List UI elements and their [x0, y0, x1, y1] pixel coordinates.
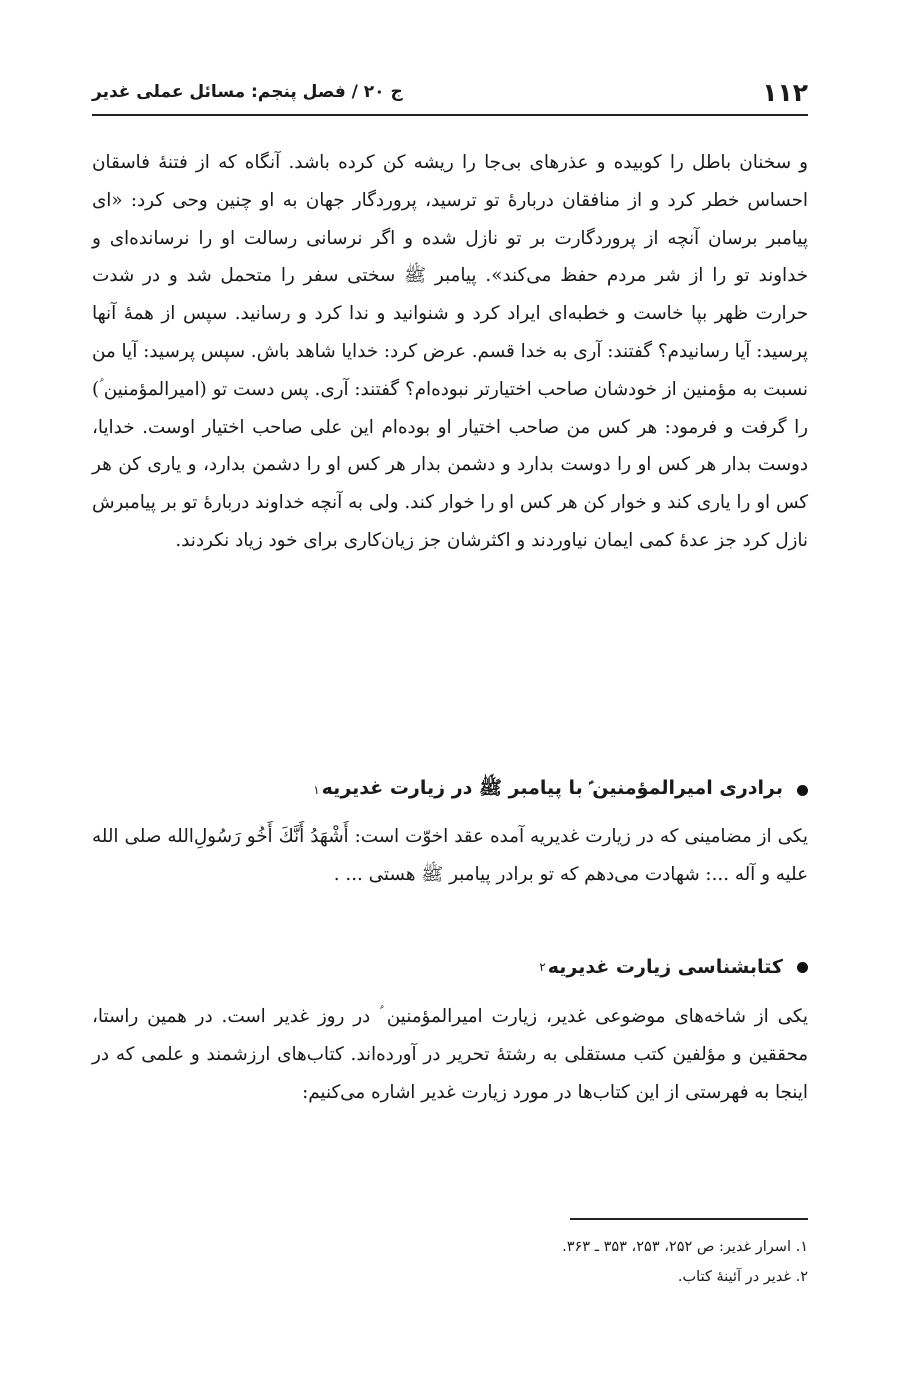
heading-text: کتابشناسی زیارت غدیریه	[547, 956, 783, 978]
footnote-marker: ۲	[539, 960, 546, 974]
bullet-icon	[797, 785, 808, 796]
footnote-1: ۱. اسرار غدیر: ص ۲۵۲، ۲۵۳، ۳۵۳ ـ ۳۶۳.	[562, 1239, 808, 1255]
body-paragraph-1: و سخنان باطل را کوبیده و عذرهای بی‌جا را ریشه کن کرده باشد. آنگاه که از فتنهٔ فاسقان احساس خطر کرد و از منافقان دربارهٔ تو ترسید، پروردگار جهان به او چنین وحی کرد: «ای پیامبر برسان آنچه از پروردگارت بر تو نازل شده و اگر نرسانی رسالت او را نرسانده‌ای و خداوند تو را از شر مردم حفظ می‌کند». پیامبر ﷺ سختی سفر را متحمل شد و در شدت حرارت ظهر بپا خاست و خطبه‌ای ایراد کرد و شنوانید و ندا کرد و رسانید. سپس از همهٔ آنها پرسید: آیا رسانیدم؟ گفتند: آری به خدا قسم. عرض کرد: خدایا شاهد باش. سپس پرسید: آیا من نسبت به مؤمنین از خودشان صاحب اختیارتر نبوده‌ام؟ گفتند: آری. پس دست تو (امیرالمؤمنین ؑ) را گرفت و فرمود: هر کس من صاحب اختیار او بوده‌ام این علی صاحب اختیار اوست. خدایا، دوست بدار هر کس او را دوست بدارد و دشمن بدار هر کس او را دشمن بدارد، و یاری کن هر کس او را یاری کند و خوار کن هر کس او را خوار کند. ولی به آنچه خداوند دربارهٔ تو بر پیامبرش نازل کرد جز عدهٔ کمی ایمان نیاوردند و اکثرشان جز زیان‌کاری برای خود زیاد نکردند.	[92, 152, 808, 551]
body-paragraph-3: یکی از شاخه‌های موضوعی غدیر، زیارت امیرالمؤمنین ؑ در روز غدیر است. در همین راستا، محققین و مؤلفین کتب مستقلی به رشتهٔ تحریر در آورده‌اند. کتاب‌های ارزشمند و علمی که در اینجا به فهرستی از این کتاب‌ها در مورد زیارت غدیر اشاره می‌کنیم:	[92, 1006, 808, 1103]
footnote-2: ۲. غدیر در آئینهٔ کتاب.	[677, 1269, 808, 1285]
body-paragraph-2: یکی از مضامینی که در زیارت غدیریه آمده عقد اخوّت است: أَشْهَدُ أَنَّكَ أَخُو رَسُولِ‌الله صلی الله علیه و آله ...: شهادت می‌دهم که تو برادر پیامبر ﷺ هستی ... .	[92, 826, 808, 885]
footnote-marker: ۱	[313, 783, 320, 797]
section-heading-brotherhood	[92, 776, 808, 804]
heading-text: برادری امیرالمؤمنین ؑ با پیامبر ﷺ در زیارت غدیریه	[321, 777, 783, 799]
footnotes	[92, 1232, 808, 1292]
running-title: ج ۲۰ / فصل پنجم: مسائل عملی غدیر	[92, 82, 403, 102]
page-header	[92, 70, 808, 116]
page-number: ۱۱۲	[762, 77, 808, 107]
footnote-divider	[570, 1218, 808, 1220]
section-heading-bibliography	[92, 956, 808, 978]
bullet-icon	[797, 962, 808, 973]
